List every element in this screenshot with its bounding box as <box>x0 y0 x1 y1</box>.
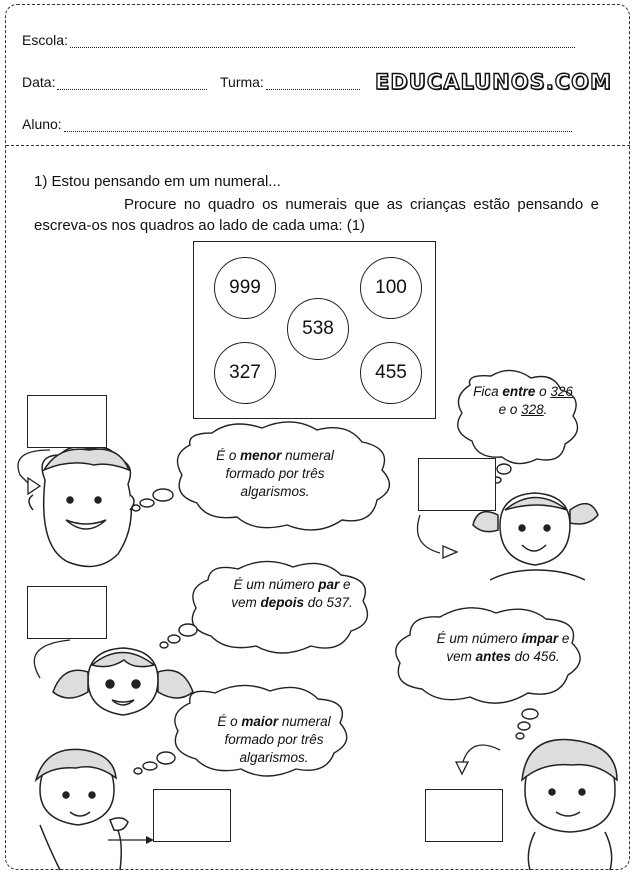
site-logo: EDUCALUNOS.COM <box>375 70 612 94</box>
number-circle: 327 <box>214 342 276 404</box>
exercise-instruction: Procure no quadro os numerais que as crianças estão pensando e escreva-os nos quadros ao lado de cada uma: (1) <box>34 196 599 234</box>
clue-largest: É o maior numeral formado por três algarismos. <box>217 714 331 765</box>
clue-between: Fica entre o 326 e o 328. <box>473 384 573 417</box>
answer-box-boy-bottom[interactable] <box>425 789 503 842</box>
class-label: Turma: <box>220 74 264 90</box>
number-circle: 100 <box>360 257 422 319</box>
girl-face-illustration <box>53 648 193 715</box>
date-label: Data: <box>22 74 56 90</box>
answer-box-girl-left[interactable] <box>27 586 107 639</box>
boy-illustration <box>522 740 617 871</box>
number-circle: 455 <box>360 342 422 404</box>
clue-smallest: É o menor numeral formado por três algarismos. <box>216 448 334 499</box>
exercise-title: 1) Estou pensando em um numeral... <box>34 173 281 190</box>
number-circle: 538 <box>287 298 349 360</box>
answer-box-girl-waving[interactable] <box>153 789 231 842</box>
student-label: Aluno: <box>22 116 62 132</box>
clue-odd-before: É um número ímpar e vem antes do 456. <box>436 631 570 664</box>
answer-box-girl-right[interactable] <box>418 458 496 511</box>
school-label: Escola: <box>22 32 68 48</box>
number-circle: 999 <box>214 257 276 319</box>
girl-waving-illustration <box>36 749 128 870</box>
clue-even-after: É um número par e vem depois do 537. <box>231 577 353 610</box>
answer-box-boy-top[interactable] <box>27 395 107 448</box>
boy-face-illustration <box>29 447 134 567</box>
